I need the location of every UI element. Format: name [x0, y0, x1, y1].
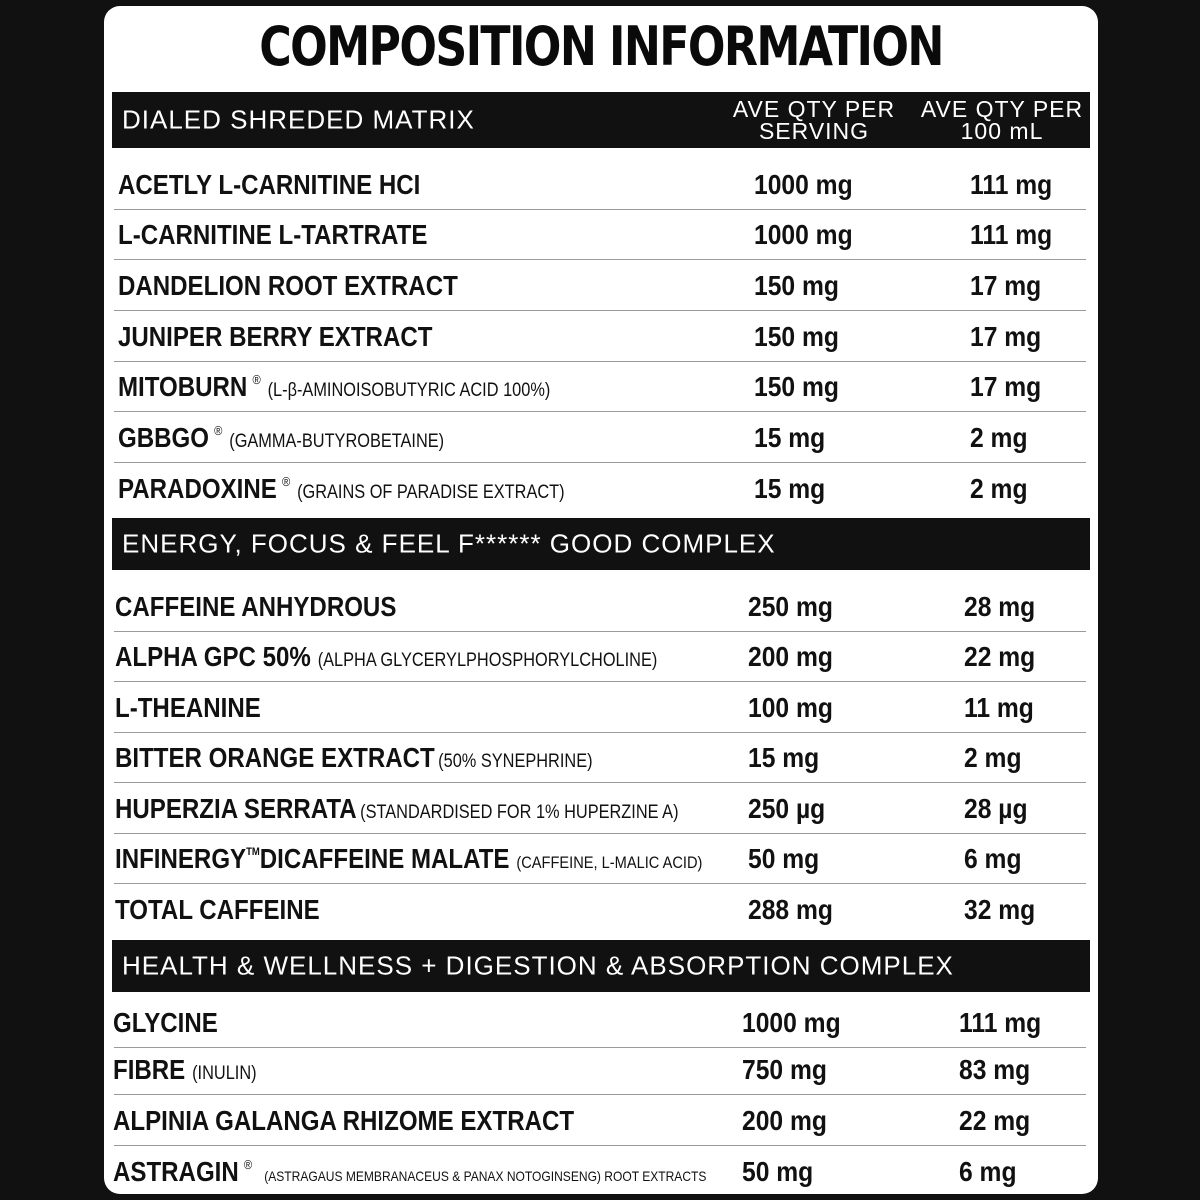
per100-value: 17 mg: [970, 371, 1042, 402]
serving-value: 1000 mg: [754, 219, 853, 250]
page-title: COMPOSITION INFORMATION: [259, 15, 943, 78]
serving-value: 15 mg: [754, 473, 826, 504]
serving-value: 250 mg: [748, 591, 833, 622]
section-label: HEALTH & WELLNESS + DIGESTION & ABSORPTION COMPLEX: [122, 950, 954, 981]
ingredient-name: JUNIPER BERRY EXTRACT: [118, 321, 433, 352]
section-label: DIALED SHREDED MATRIX: [122, 104, 475, 135]
per100-value: 17 mg: [970, 270, 1042, 301]
registered-mark: ®: [252, 372, 261, 387]
per100-value: 22 mg: [964, 641, 1036, 672]
ingredient-name: GBBGO ®(GAMMA-BUTYROBETAINE): [118, 422, 445, 453]
serving-value: 15 mg: [754, 422, 826, 453]
table-row: [104, 1096, 1094, 1146]
trademark-mark: TM: [246, 846, 260, 858]
per100-value: 2 mg: [970, 473, 1028, 504]
ingredient-name: PARADOXINE ®(GRAINS OF PARADISE EXTRACT): [118, 473, 565, 504]
row-divider: [114, 883, 1086, 884]
section-header-health-wellness: [112, 940, 1090, 992]
ingredient-name: L-THEANINE: [115, 692, 261, 723]
serving-value: 150 mg: [754, 321, 839, 352]
table-row: [104, 160, 1094, 210]
per100-value: 28 mg: [964, 591, 1036, 622]
column-header-per-100ml: AVE QTY PER 100 mL: [920, 96, 1084, 144]
per100-value: 6 mg: [964, 843, 1022, 874]
per100-value: 11 mg: [964, 692, 1034, 723]
ingredient-name: ASTRAGIN ®(ASTRAGAUS MEMBRANACEUS & PANAX NOTOGINSENG) ROOT EXTRACTS: [113, 1156, 707, 1187]
table-row: [104, 784, 1094, 834]
serving-value: 200 mg: [748, 641, 833, 672]
per100-value: 2 mg: [964, 742, 1022, 773]
ingredient-name: FIBRE (INULIN): [113, 1054, 257, 1085]
ingredient-note: (GRAINS OF PARADISE EXTRACT): [297, 482, 565, 503]
per100-value: 6 mg: [959, 1156, 1017, 1187]
per100-value: 2 mg: [970, 422, 1028, 453]
ingredient-name: BITTER ORANGE EXTRACT (50% SYNEPHRINE): [115, 742, 593, 773]
registered-mark: ®: [281, 474, 291, 489]
section-header-energy-focus: [112, 518, 1090, 570]
section-label: ENERGY, FOCUS & FEEL F****** GOOD COMPLEX: [122, 528, 776, 559]
ingredient-note: (CAFFEINE, L-MALIC ACID): [516, 853, 703, 872]
table-row: [104, 733, 1094, 783]
table-row: [104, 312, 1094, 362]
table-row: [104, 210, 1094, 260]
serving-value: 100 mg: [748, 692, 833, 723]
ingredient-note: (ASTRAGAUS MEMBRANACEUS & PANAX NOTOGINSENG) ROOT EXTRACTS: [264, 1168, 707, 1184]
ingredient-name: INFINERGY™DICAFFEINE MALATE (CAFFEINE, L-MALIC ACID): [115, 843, 703, 874]
ingredient-note: (50% SYNEPHRINE): [438, 751, 593, 772]
row-divider: [114, 782, 1086, 783]
row-divider: [114, 411, 1086, 412]
row-divider: [114, 1094, 1086, 1095]
ingredient-name: ACETLY L-CARNITINE HCI: [118, 169, 421, 200]
ingredient-note: (ALPHA GLYCERYLPHOSPHORYLCHOLINE): [317, 650, 658, 671]
ingredient-name: ALPHA GPC 50% (ALPHA GLYCERYLPHOSPHORYLCHOLINE): [115, 641, 658, 672]
table-row: [104, 582, 1094, 632]
serving-value: 288 mg: [748, 894, 833, 925]
ingredient-name: DANDELION ROOT EXTRACT: [118, 270, 458, 301]
per100-value: 111 mg: [970, 219, 1053, 250]
per100-value: 17 mg: [970, 321, 1042, 352]
column-header-serving: AVE QTY PER SERVING: [732, 96, 896, 144]
row-divider: [114, 1145, 1086, 1146]
table-row: [104, 683, 1094, 733]
ingredient-name: CAFFEINE ANHYDROUS: [115, 591, 397, 622]
table-row: [104, 1045, 1094, 1095]
ingredient-note: (L-β-AMINOISOBUTYRIC ACID 100%): [267, 380, 551, 401]
serving-value: 50 mg: [742, 1156, 814, 1187]
ingredient-name: MITOBURN ®(L-β-AMINOISOBUTYRIC ACID 100%): [118, 371, 551, 402]
composition-panel: [104, 6, 1098, 1194]
per100-value: 32 mg: [964, 894, 1036, 925]
ingredient-name: HUPERZIA SERRATA (STANDARDISED FOR 1% HUPERZINE A): [115, 793, 679, 824]
table-row: [104, 834, 1094, 884]
serving-value: 1000 mg: [742, 1007, 841, 1038]
table-row: [104, 261, 1094, 311]
row-divider: [114, 681, 1086, 682]
section-header-dialed-shreded-matrix: [112, 92, 1090, 148]
table-row: [104, 998, 1094, 1048]
ingredient-name: TOTAL CAFFEINE: [115, 894, 320, 925]
serving-value: 200 mg: [742, 1105, 827, 1136]
ingredient-name: GLYCINE: [113, 1007, 218, 1038]
serving-value: 250 µg: [748, 793, 826, 824]
per100-value: 111 mg: [959, 1007, 1042, 1038]
serving-value: 150 mg: [754, 270, 839, 301]
table-row-total: [104, 885, 1094, 935]
row-divider: [114, 259, 1086, 260]
ingredient-note: (GAMMA-BUTYROBETAINE): [229, 431, 445, 452]
per100-value: 22 mg: [959, 1105, 1031, 1136]
row-divider: [114, 310, 1086, 311]
registered-mark: ®: [243, 1157, 253, 1172]
table-row: [104, 413, 1094, 463]
row-divider: [114, 462, 1086, 463]
serving-value: 15 mg: [748, 742, 820, 773]
ingredient-name: L-CARNITINE L-TARTRATE: [118, 219, 428, 250]
ingredient-name: ALPINIA GALANGA RHIZOME EXTRACT: [113, 1105, 575, 1136]
table-row: [104, 632, 1094, 682]
serving-value: 1000 mg: [754, 169, 853, 200]
table-row: [104, 1147, 1094, 1194]
ingredient-note: (STANDARDISED FOR 1% HUPERZINE A): [360, 802, 679, 823]
registered-mark: ®: [214, 423, 223, 438]
serving-value: 750 mg: [742, 1054, 827, 1085]
per100-value: 83 mg: [959, 1054, 1031, 1085]
per100-value: 28 µg: [964, 793, 1028, 824]
table-row: [104, 464, 1094, 514]
per100-value: 111 mg: [970, 169, 1053, 200]
serving-value: 50 mg: [748, 843, 820, 874]
serving-value: 150 mg: [754, 371, 839, 402]
table-row: [104, 362, 1094, 412]
ingredient-note: (INULIN): [192, 1063, 257, 1084]
